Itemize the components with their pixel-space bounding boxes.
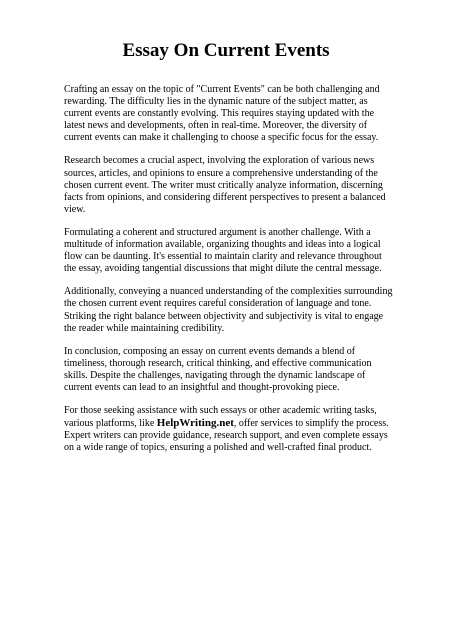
closing-text-before: For those seeking assistance with such essays or other academic writing tasks, various platforms, like: [64, 405, 377, 430]
paragraph-intro: Crafting an essay on the topic of "Current Events" can be both challenging and rewarding. The difficulty lies in the dynamic nature of the subject matter, as current events are constantly evolving. This requires staying updated with the latest news and developments, often in real-time. Moreover, the diversity of current events can make it challenging to choose a specific focus for the essay.: [64, 84, 380, 144]
paragraph-conclusion: In conclusion, composing an essay on current events demands a blend of timeliness, thorough research, critical thinking, and effective communication skills. Despite the challenges, navigating through the dynamic landscape of current events can lead to an insightful and thought-provoking piece.: [64, 345, 372, 393]
brand-name: HelpWriting.net: [156, 417, 234, 430]
paragraph-nuance: Additionally, conveying a nuanced understanding of the complexities surrounding the chosen current event requires careful consideration of language and tone. Striking the right balance between objectivity and subjectivity is vital to engage the reader while maintaining credibility.: [64, 286, 393, 334]
page-title: Essay On Current Events: [122, 40, 330, 61]
closing-text-after: , offer services to simplify the process. Expert writers can provide guidance, research support, and even complete essays on a wide range of topics, ensuring a polished and well-crafted final product.: [64, 418, 389, 454]
essay-body: [64, 84, 394, 465]
paragraph-research: Research becomes a crucial aspect, involving the exploration of various news sources, articles, and opinions to ensure a comprehensive understanding of the chosen current event. The writer must critically analyze information, discerning facts from opinions, and considering different perspectives to present a balanced view.: [64, 155, 386, 215]
paragraph-argument: Formulating a coherent and structured argument is another challenge. With a multitude of information available, organizing thoughts and ideas into a logical flow can be daunting. It's essential to maintain clarity and relevance throughout the essay, avoiding tangential discussions that might dilute the central message.: [64, 226, 382, 275]
paragraph-closing: [64, 405, 394, 454]
